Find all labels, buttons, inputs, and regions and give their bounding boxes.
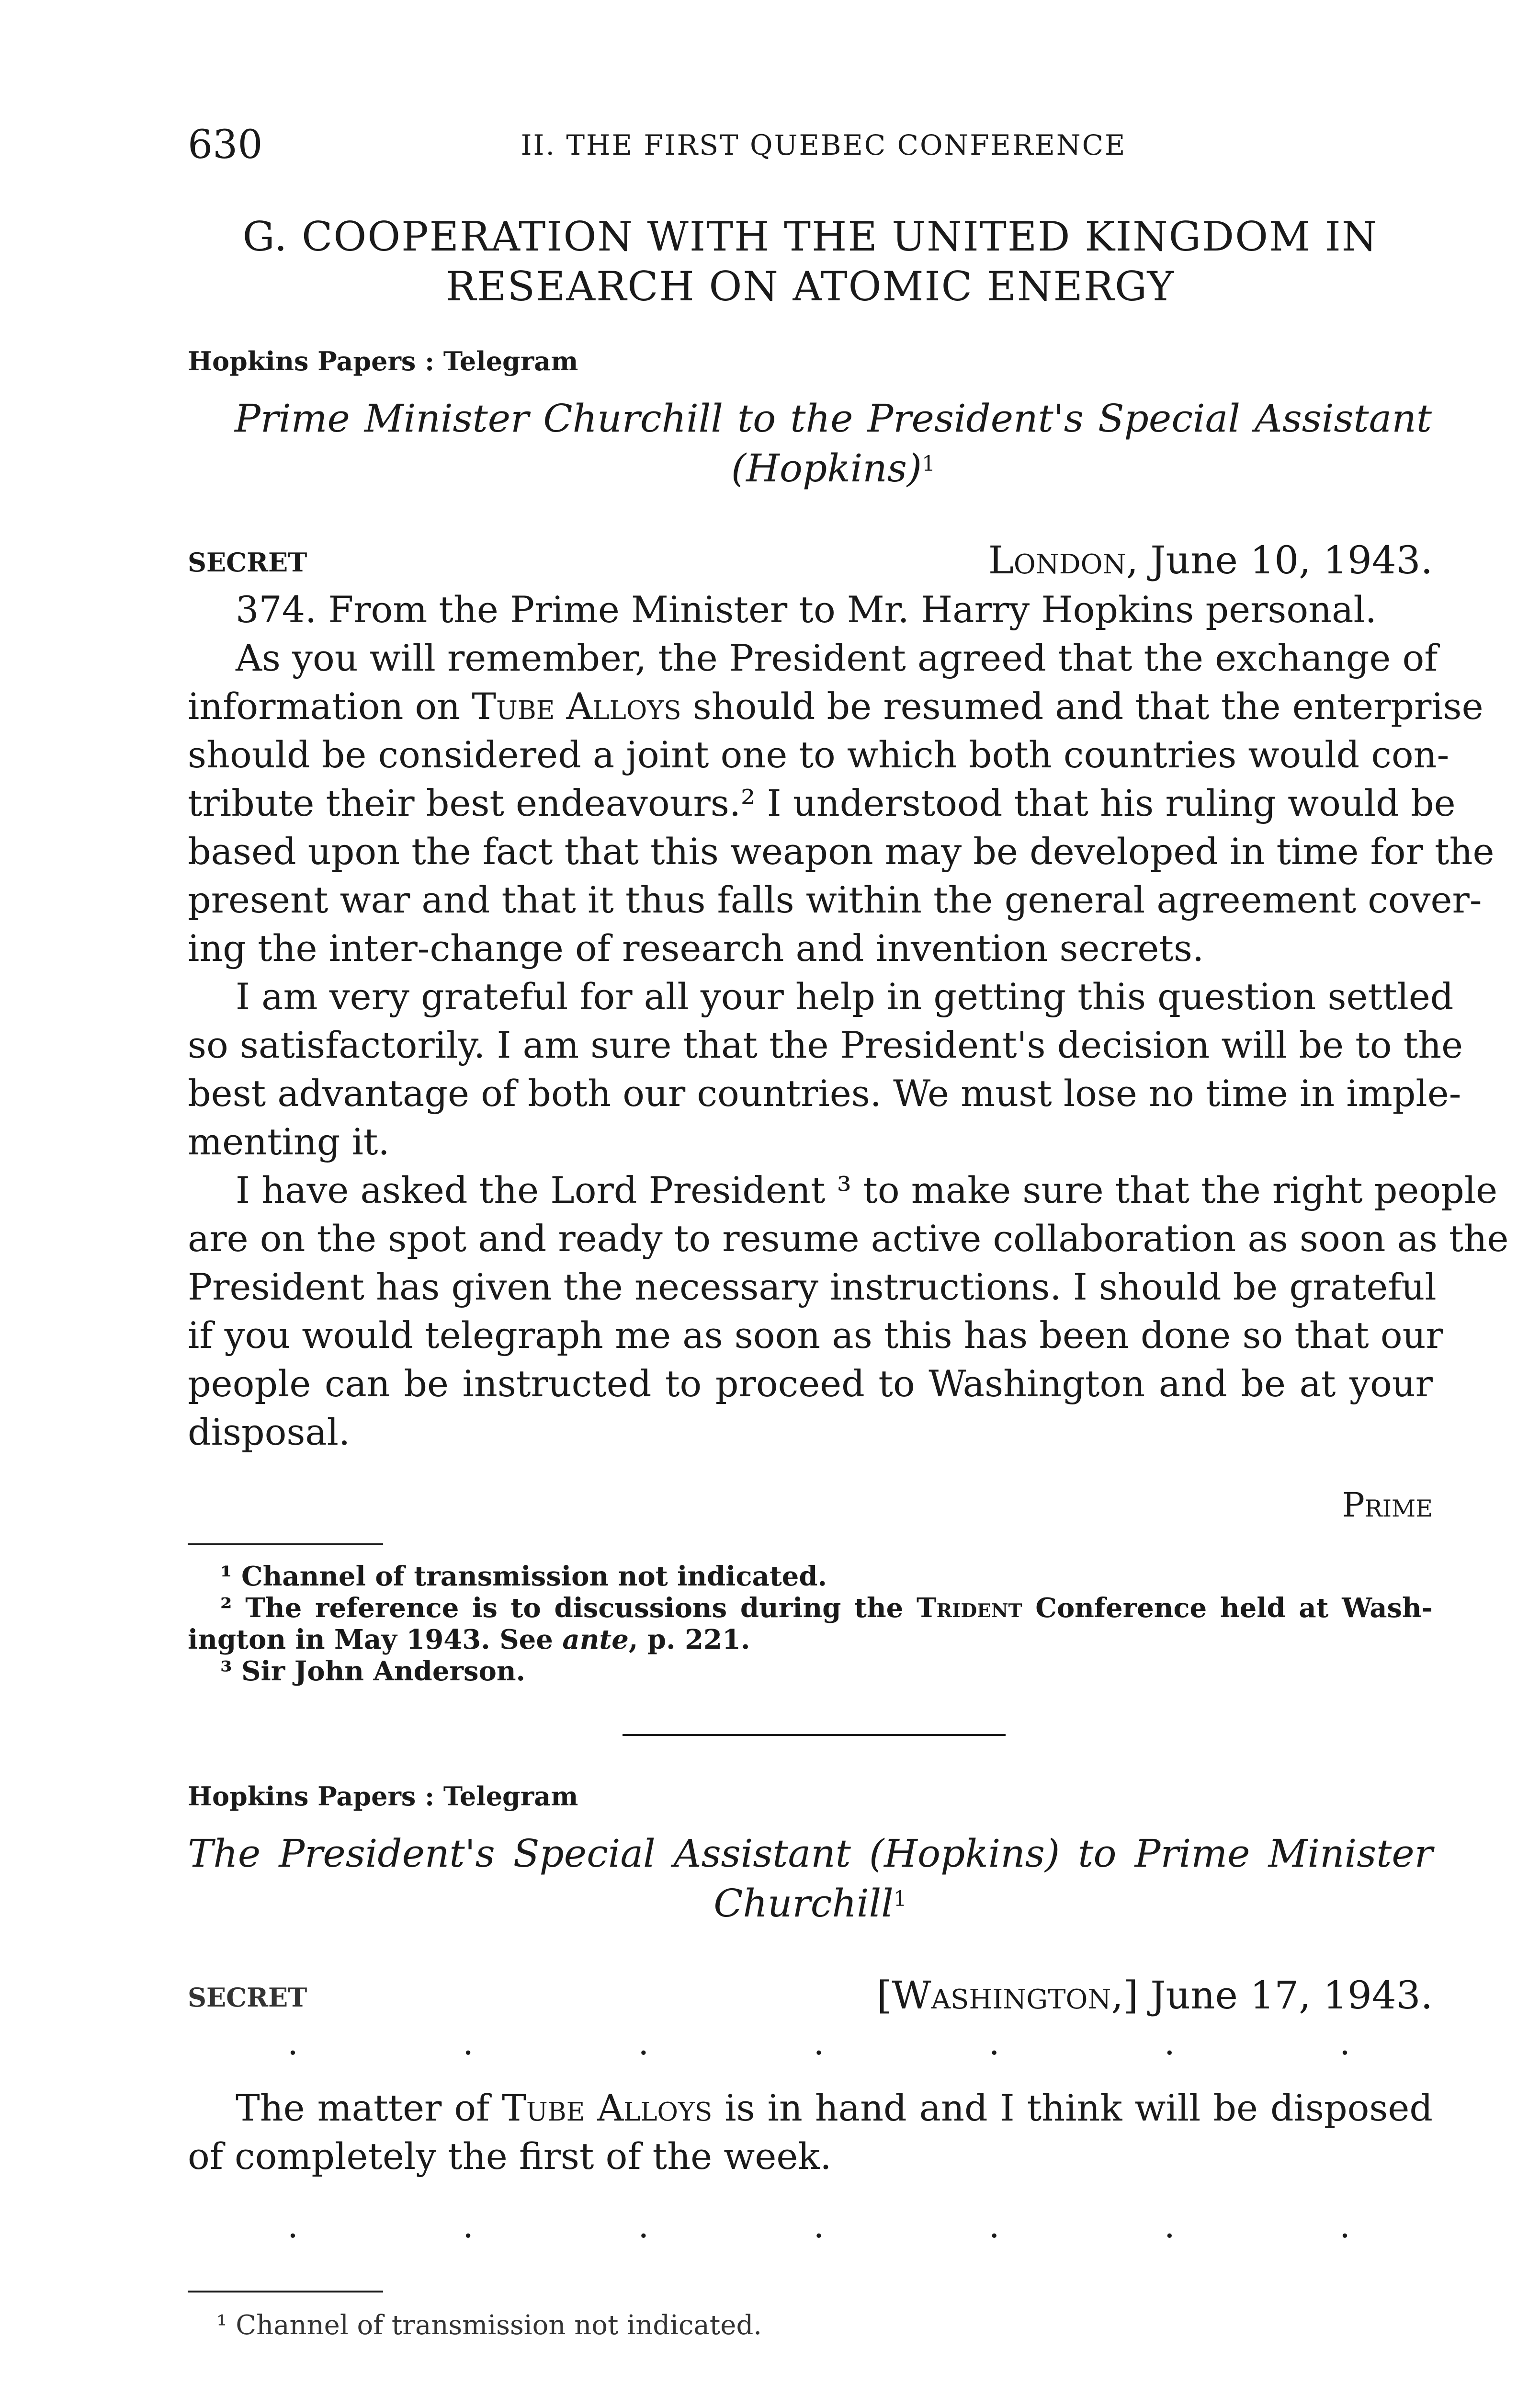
doc2-source: Hopkins Papers : Telegram: [188, 1781, 578, 1812]
doc1-p2-l7: ing the inter-change of research and invention secrets.: [188, 927, 1204, 969]
doc1-footnote-1: ¹ Channel of transmission not indicated.: [220, 1561, 827, 1592]
doc2-classification: SECRET: [188, 1982, 307, 2013]
doc1-p3-l3: best advantage of both our countries. We must lose no time in imple-: [188, 1072, 1461, 1115]
doc1-signature: Prime: [1342, 1485, 1433, 1525]
doc1-p4-l1: I have asked the Lord President ³ to make sure that the right people: [236, 1169, 1498, 1211]
doc1-p2-l1: As you will remember, the President agreed that the exchange of: [236, 637, 1438, 679]
section-title-line-2: RESEARCH ON ATOMIC ENERGY: [445, 263, 1175, 310]
ellipsis-dot: .: [463, 2205, 474, 2246]
ellipsis-dot: .: [988, 2022, 1000, 2063]
doc2-footnote-rule: [188, 2291, 383, 2292]
ellipsis-dot: .: [287, 2205, 298, 2246]
doc1-p3-l4: menting it.: [188, 1120, 390, 1163]
doc1-p4-l4: if you would telegraph me as soon as this has been done so that our: [188, 1314, 1443, 1357]
ellipsis-dot: .: [1339, 2022, 1350, 2063]
doc2-ellipsis-top: [287, 2022, 1350, 2063]
doc1-heading: [235, 394, 1432, 493]
doc2-body: [188, 2084, 1433, 2180]
doc1-place: London: [988, 538, 1126, 582]
doc1-p4-l6: disposal.: [188, 1411, 351, 1453]
ellipsis-dot: .: [463, 2022, 474, 2063]
doc1-heading-line-2: (Hopkins)$^1$: [731, 446, 936, 490]
doc1-footnote-2-cont: ington in May 1943. See ante, p. 221.: [188, 1624, 750, 1655]
doc1-p3-l1: I am very grateful for all your help in getting this question settled: [236, 975, 1454, 1018]
doc1-footnote-rule: [188, 1543, 383, 1545]
doc1-p2-l5: based upon the fact that this weapon may be developed in time for the: [188, 830, 1495, 873]
doc1-heading-line-1: Prime Minister Churchill to the President's Special Assistant: [235, 396, 1432, 441]
doc1-p2-l2: information on Tube Alloys should be resumed and that the enterprise: [188, 685, 1483, 728]
section-divider: [623, 1734, 1006, 1736]
ellipsis-dot: .: [638, 2205, 649, 2246]
doc1-classification: SECRET: [188, 547, 307, 578]
page-number: 630: [188, 122, 263, 168]
doc1-p1-l1: 374. From the Prime Minister to Mr. Harry Hopkins personal.: [236, 588, 1377, 631]
doc2-heading-footnote-ref: 1: [893, 1887, 907, 1912]
doc2-ellipsis-bottom: [287, 2205, 1350, 2246]
doc1-footnote-2: ² The reference is to discussions during the Trident Conference held at Wash-: [220, 1592, 1433, 1624]
ellipsis-dot: .: [287, 2022, 298, 2063]
ellipsis-dot: .: [1339, 2205, 1350, 2246]
doc2-p1-l1: The matter of Tube Alloys is in hand and I think will be disposed: [236, 2087, 1433, 2129]
ellipsis-dot: .: [813, 2205, 825, 2246]
doc2-heading: [188, 1829, 1433, 1928]
doc2-footnotes: [188, 2310, 1433, 2341]
doc2-place: [Washington,]: [877, 1973, 1138, 2018]
doc1-p2-l3: should be considered a joint one to which both countries would con-: [188, 733, 1449, 776]
doc1-p4-l2: are on the spot and ready to resume active collaboration as soon as the: [188, 1217, 1509, 1260]
ellipsis-dot: .: [813, 2022, 825, 2063]
doc1-footnotes: [188, 1561, 1433, 1687]
doc1-date: , June 10, 1943.: [1126, 538, 1433, 582]
doc1-heading-footnote-ref: 1: [922, 452, 936, 477]
doc2-footnote-1: ¹ Channel of transmission not indicated.: [216, 2310, 762, 2341]
doc2-dateline: [766, 1973, 1433, 2019]
ellipsis-dot: .: [988, 2205, 1000, 2246]
doc1-source: Hopkins Papers : Telegram: [188, 346, 578, 376]
doc2-heading-line-1: The President's Special Assistant (Hopkins) to Prime Minister: [188, 1831, 1433, 1876]
doc1-p3-l2: so satisfactorily. I am sure that the President's decision will be to the: [188, 1024, 1463, 1066]
ellipsis-dot: .: [638, 2022, 649, 2063]
doc2-heading-line-2: Churchill$^1$: [713, 1881, 907, 1926]
doc2-p1-l2: of completely the first of the week.: [188, 2135, 832, 2178]
doc1-p4-l3: President has given the necessary instructions. I should be grateful: [188, 1266, 1437, 1308]
section-title-line-1: G. COOPERATION WITH THE UNITED KINGDOM IN: [242, 213, 1378, 260]
doc1-dateline: [766, 537, 1433, 583]
doc1-p2-l4: tribute their best endeavours.² I understood that his ruling would be: [188, 782, 1456, 824]
doc2-date: June 17, 1943.: [1138, 1973, 1433, 2018]
ellipsis-dot: .: [1164, 2205, 1175, 2246]
doc1-p4-l5: people can be instructed to proceed to Washington and be at your: [188, 1362, 1433, 1405]
ellipsis-dot: .: [1164, 2022, 1175, 2063]
doc1-footnote-3: ³ Sir John Anderson.: [220, 1655, 526, 1687]
doc1-body: [188, 585, 1509, 1456]
doc1-p2-l6: present war and that it thus falls within the general agreement cover-: [188, 878, 1482, 921]
section-title: [188, 212, 1433, 311]
running-title: II. THE FIRST QUEBEC CONFERENCE: [521, 129, 1127, 161]
